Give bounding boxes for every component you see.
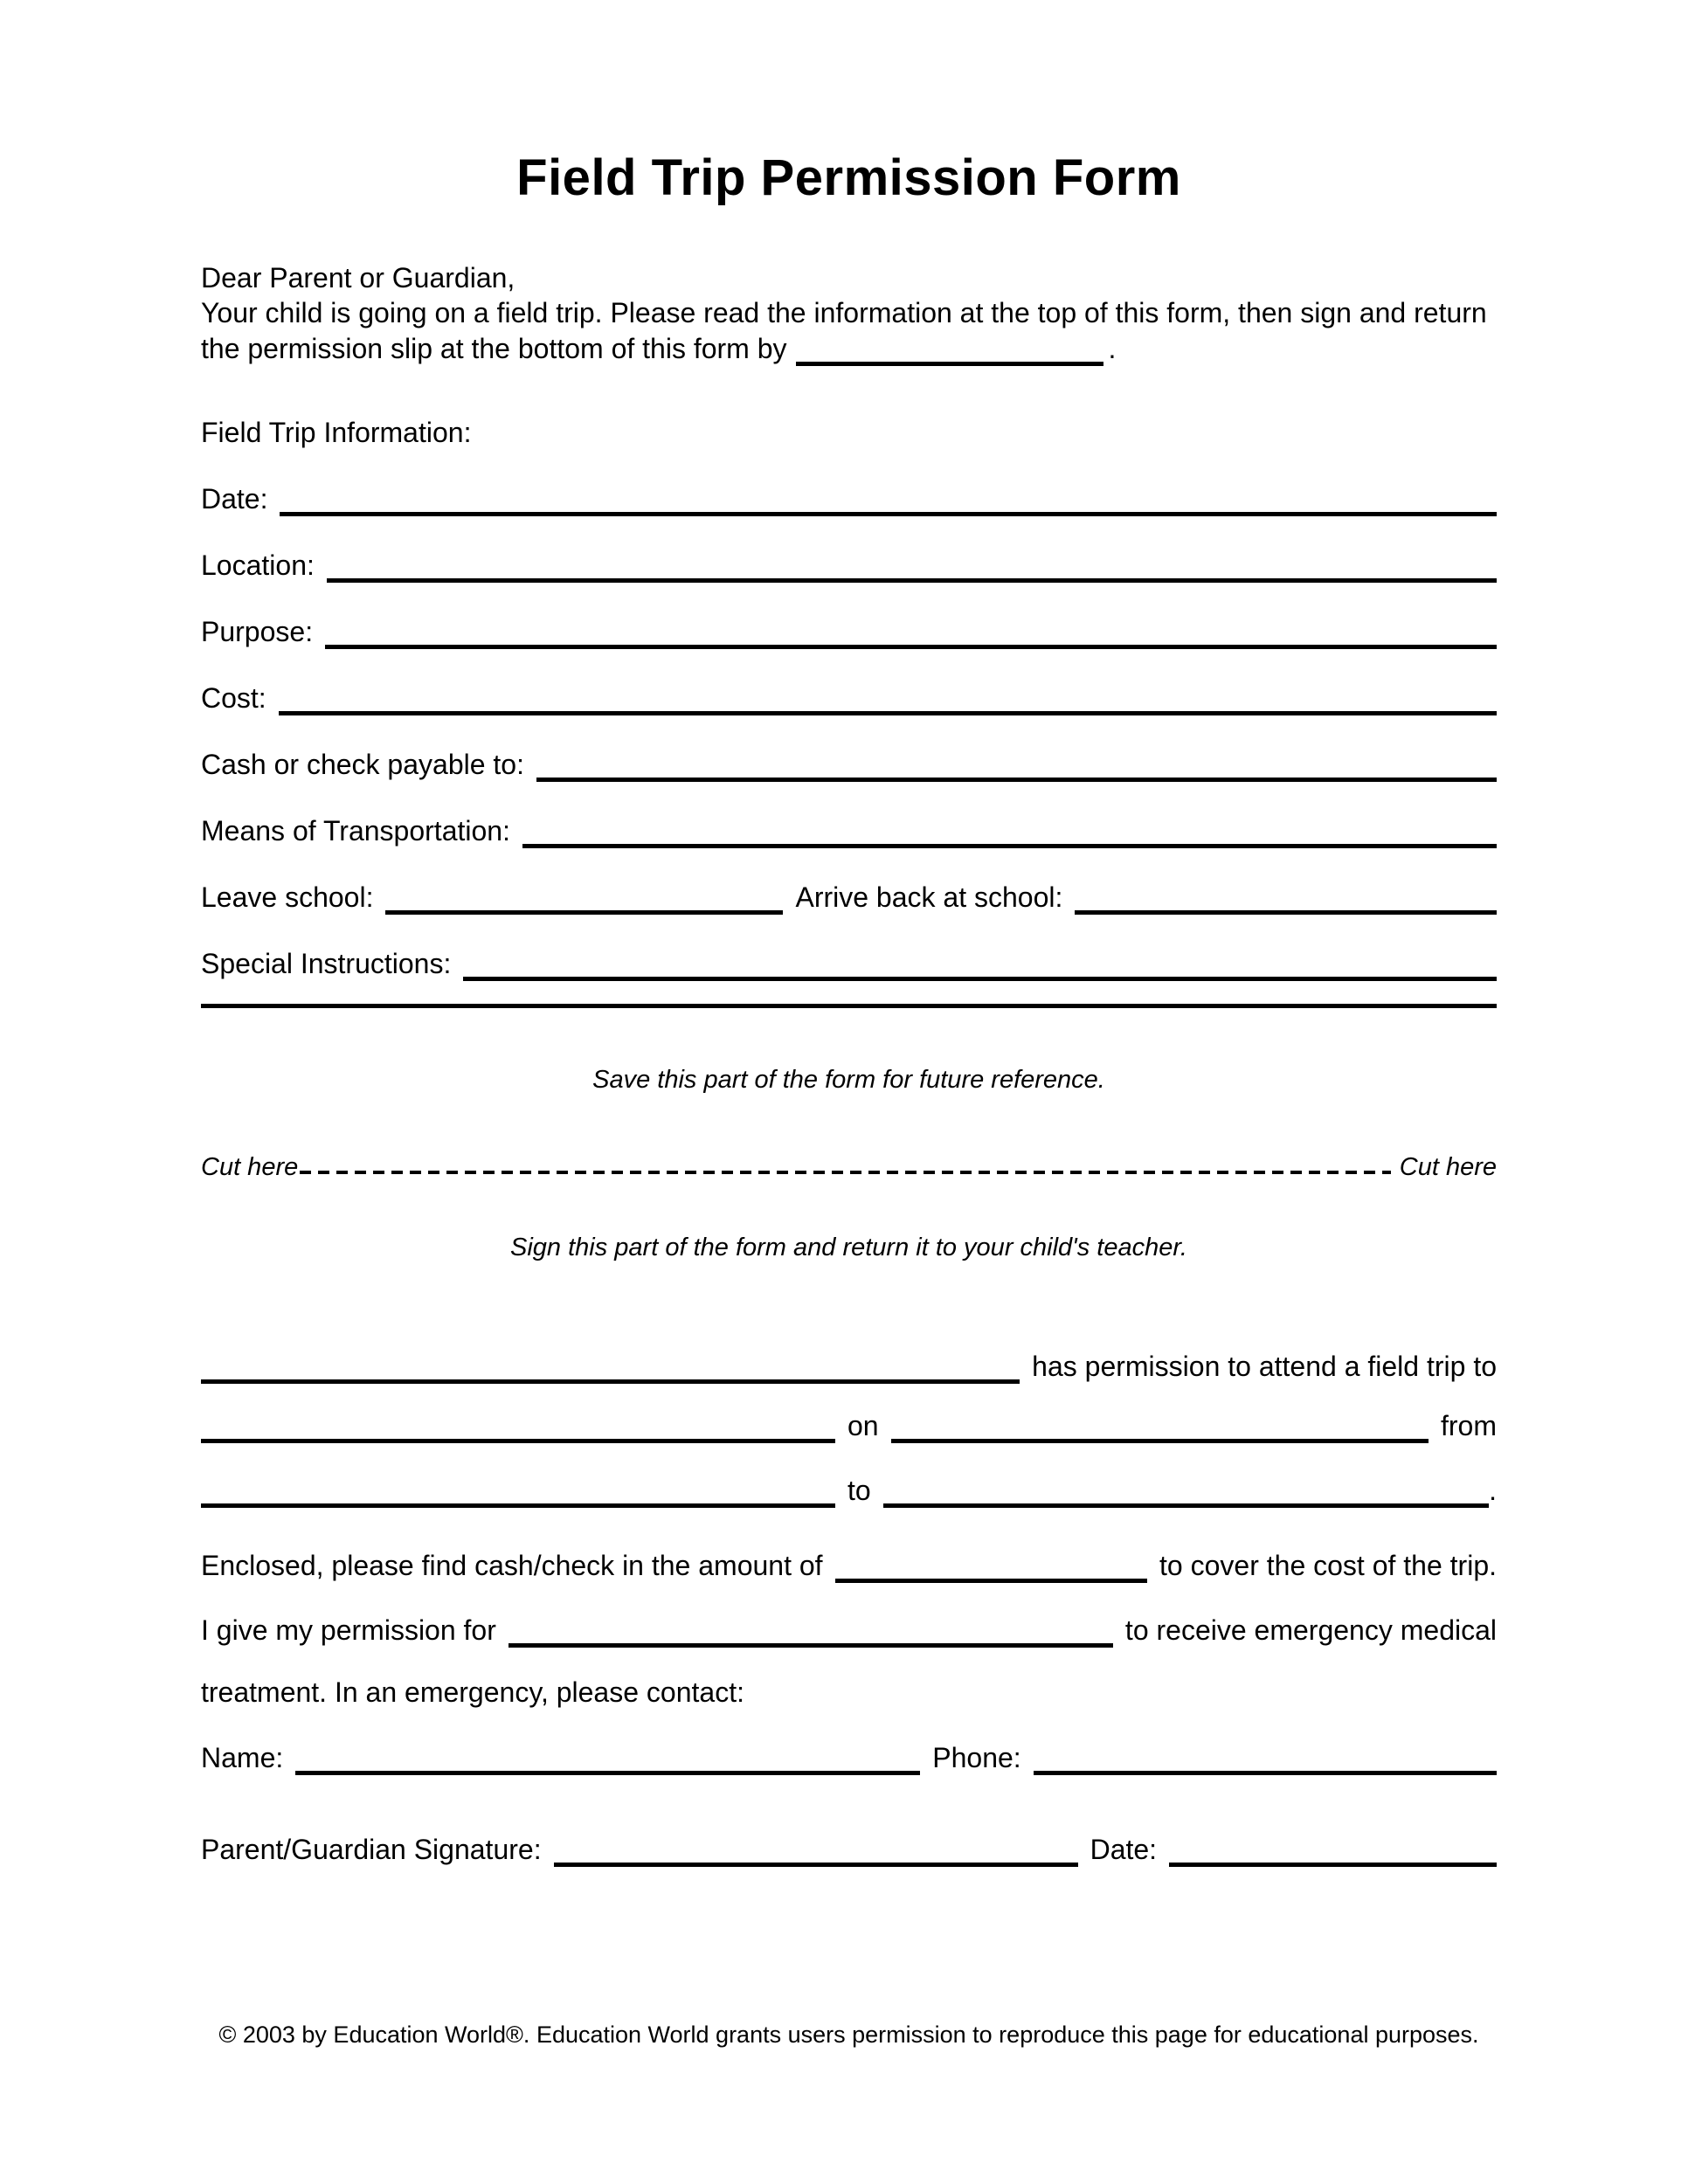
cut-here-separator	[201, 1151, 1497, 1183]
save-note: Save this part of the form for future reference.	[592, 1065, 1105, 1094]
cost-row	[201, 681, 1497, 715]
student-name-row	[201, 1349, 1497, 1384]
transportation-label: Means of Transportation:	[201, 814, 510, 847]
leave-arrive-row	[201, 880, 1497, 915]
return-by-date-blank[interactable]	[796, 330, 1103, 366]
transportation-row	[201, 813, 1497, 848]
leave-school-blank[interactable]	[385, 880, 783, 915]
from-label: from	[1441, 1409, 1497, 1441]
trip-date-blank[interactable]	[891, 1408, 1429, 1443]
info-section-heading: Field Trip Information:	[201, 416, 472, 448]
cost-blank[interactable]	[279, 681, 1497, 715]
special-instructions-blank[interactable]	[463, 946, 1497, 981]
special-instructions-label: Special Instructions:	[201, 947, 452, 979]
enclosed-before-text: Enclosed, please find cash/check in the amount of	[201, 1549, 823, 1581]
cut-here-label-right: Cut here	[1399, 1152, 1497, 1181]
contact-name-label: Name:	[201, 1741, 284, 1773]
page-title: Field Trip Permission Form	[516, 149, 1181, 206]
intro-line-2: Your child is going on a field trip. Please read the information at the top of this form, then sign and return	[201, 296, 1487, 328]
payable-row	[201, 747, 1497, 782]
treatment-contact-text: treatment. In an emergency, please contact:	[201, 1676, 744, 1708]
student-name-blank[interactable]	[201, 1349, 1020, 1384]
intro-period: .	[1108, 332, 1117, 364]
date-row	[201, 481, 1497, 516]
cost-label: Cost:	[201, 681, 266, 714]
signature-blank[interactable]	[554, 1832, 1078, 1867]
start-time-blank[interactable]	[201, 1473, 835, 1508]
give-permission-before-text: I give my permission for	[201, 1614, 496, 1646]
signature-date-blank[interactable]	[1169, 1832, 1497, 1867]
copyright-footer: © 2003 by Education World®. Education World grants users permission to reproduce this page for educational purposes.	[218, 2021, 1479, 2048]
location-row	[201, 548, 1497, 583]
cut-here-label-left: Cut here	[201, 1152, 299, 1181]
contact-phone-blank[interactable]	[1034, 1740, 1497, 1775]
has-permission-text: has permission to attend a field trip to	[1032, 1350, 1497, 1382]
purpose-blank[interactable]	[325, 614, 1497, 649]
give-permission-after-text: to receive emergency medical	[1124, 1614, 1497, 1646]
leave-school-label: Leave school:	[201, 881, 374, 913]
salutation: Dear Parent or Guardian,	[201, 261, 515, 294]
to-label: to	[847, 1474, 871, 1506]
on-label: on	[847, 1409, 879, 1441]
arrive-back-blank[interactable]	[1075, 880, 1497, 915]
cut-dashes	[300, 1171, 1391, 1174]
amount-blank[interactable]	[835, 1548, 1147, 1583]
enclosed-amount-row	[201, 1548, 1497, 1583]
date-label: Date:	[201, 482, 268, 515]
time-range-row	[201, 1473, 1497, 1508]
medical-child-name-blank[interactable]	[508, 1613, 1113, 1648]
destination-blank[interactable]	[201, 1408, 835, 1443]
date-blank[interactable]	[280, 481, 1497, 516]
purpose-label: Purpose:	[201, 615, 314, 647]
signature-label: Parent/Guardian Signature:	[201, 1833, 542, 1865]
enclosed-after-text: to cover the cost of the trip.	[1159, 1549, 1497, 1581]
sentence-period: .	[1489, 1474, 1497, 1506]
sign-note: Sign this part of the form and return it to your child's teacher.	[510, 1233, 1187, 1261]
special-instructions-continuation-blank[interactable]	[201, 1004, 1497, 1008]
intro-paragraph	[201, 260, 1497, 366]
emergency-contact-row	[201, 1740, 1497, 1775]
transportation-blank[interactable]	[522, 813, 1497, 848]
signature-date-label: Date:	[1090, 1833, 1158, 1865]
location-blank[interactable]	[327, 548, 1497, 583]
signature-date-row	[201, 1832, 1497, 1867]
contact-phone-label: Phone:	[932, 1741, 1021, 1773]
payable-label: Cash or check payable to:	[201, 748, 524, 780]
special-instructions-row	[201, 946, 1497, 981]
payable-blank[interactable]	[536, 747, 1497, 782]
destination-date-row	[201, 1408, 1497, 1443]
purpose-row	[201, 614, 1497, 649]
intro-line-3: the permission slip at the bottom of this form by	[201, 332, 787, 364]
location-label: Location:	[201, 549, 315, 581]
medical-permission-row	[201, 1613, 1497, 1648]
arrive-back-label: Arrive back at school:	[795, 881, 1063, 913]
contact-name-blank[interactable]	[295, 1740, 920, 1775]
end-time-blank[interactable]	[883, 1473, 1489, 1508]
